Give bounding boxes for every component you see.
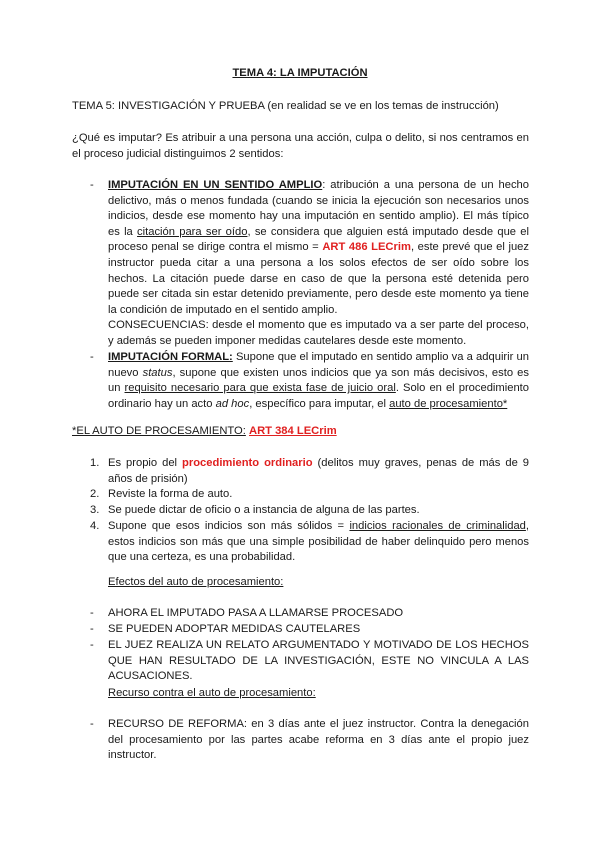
list-item: AHORA EL IMPUTADO PASA A LLAMARSE PROCESADO xyxy=(108,607,404,619)
bullet-dash: - xyxy=(90,179,94,191)
bullet-dash: - xyxy=(90,623,94,635)
subtitle: TEMA 5: INVESTIGACIÓN Y PRUEBA (en realidad se ve en los temas de instrucción) xyxy=(72,100,499,112)
list-item: RECURSO DE REFORMA: en 3 días ante el juez instructor. Contra la denegación del procesamiento por las partes acabe reforma en 3 días ante el propio juez instructor. xyxy=(108,718,529,762)
list-number: 2. xyxy=(90,488,100,500)
auto-procesamiento-text: auto de procesamiento* xyxy=(389,397,508,410)
page-title: TEMA 4: LA IMPUTACIÓN xyxy=(232,67,368,79)
indicios-text: indicios racionales de criminalidad xyxy=(349,520,526,532)
imputacion-amplio-heading: IMPUTACIÓN EN UN SENTIDO AMPLIO xyxy=(108,179,323,191)
imputacion-formal-heading: IMPUTACIÓN FORMAL: xyxy=(108,351,233,363)
recurso-heading: Recurso contra el auto de procesamiento: xyxy=(108,687,316,699)
efectos-heading: Efectos del auto de procesamiento: xyxy=(108,576,284,588)
list-item: Se puede dictar de oficio o a instancia de alguna de las partes. xyxy=(108,504,420,516)
list-item: Reviste la forma de auto. xyxy=(108,488,233,500)
list-item: Supone que esos indicios son más sólidos = indicios racionales de criminalidad, estos indicios son más que una simple posibilidad de haber delinquido pero menos que una certeza, es una probabilidad. xyxy=(108,520,530,564)
list-item: Es propio del procedimiento ordinario (delitos muy graves, penas de más de 9 años de prisión) xyxy=(108,457,529,485)
list-number: 1. xyxy=(90,457,100,469)
imputacion-formal-paragraph: IMPUTACIÓN FORMAL: Supone que el imputado en sentido amplio va a adquirir un nuevo status, supone que existen unos indicios que ya son más decisivos, esto es un requisito necesario para que exista fase de juicio oral. Solo en el procedimiento ordinario hay un acto ad hoc, específico para imputar, el auto de procesamiento* xyxy=(108,351,529,410)
bullet-dash: - xyxy=(90,718,94,730)
list-number: 4. xyxy=(90,520,100,532)
requisito-text: requisito necesario para que exista fase de juicio oral xyxy=(124,382,396,395)
procedimiento-ordinario-text: procedimiento ordinario xyxy=(182,457,313,469)
bullet-dash: - xyxy=(90,351,94,363)
citacion-link-text: citación para ser oído xyxy=(137,225,248,238)
intro-paragraph: ¿Qué es imputar? Es atribuir a una persona una acción, culpa o delito, si nos centramos en el proceso judicial distinguimos 2 sentidos: xyxy=(72,132,529,160)
bullet-dash: - xyxy=(90,607,94,619)
list-item: SE PUEDEN ADOPTAR MEDIDAS CAUTELARES xyxy=(108,623,361,635)
consecuencias-text: CONSECUENCIAS: desde el momento que es imputado va a ser parte del proceso, y además se pueden imponer medidas cautelares desde este momento. xyxy=(108,319,529,347)
list-number: 3. xyxy=(90,504,100,516)
art-384-reference: ART 384 LECrim xyxy=(248,425,337,437)
list-item: EL JUEZ REALIZA UN RELATO ARGUMENTADO Y MOTIVADO DE LOS HECHOS QUE HAN RESULTADO DE LA INVESTIGACIÓN, ESTE NO VINCULA A LAS ACUSACIONES. xyxy=(108,639,529,683)
auto-section-heading: *EL AUTO DE PROCESAMIENTO: ART 384 LECrim xyxy=(72,425,337,437)
bullet-dash: - xyxy=(90,639,94,651)
imputacion-amplio-paragraph: IMPUTACIÓN EN UN SENTIDO AMPLIO: atribución a una persona de un hecho delictivo, más o menos fundada (cuando se inicia la ejecución son necesarios unos indicios, desde ese momento hay una imputación en sentido amplio). El más típico es la citación para ser oído, se considera que alguien está imputado desde que el proceso penal se dirige contra el mismo = ART 486 LECrim, este prevé que el juez instructor pueda citar a una persona a los solos efectos de ser oído sobre los hechos. La citación puede darse en caso de que la persona esté detenida pero puede ser citada sin estar detenido previamente, pero desde este momento ya tiene la condición de imputado en el sentido amplio. CONSECUENCIAS: desde el momento que es imputado va a ser parte del proceso, y además se pueden imponer medidas cautelares desde este momento. xyxy=(108,179,530,347)
art-486-reference: ART 486 LECrim xyxy=(322,241,411,254)
